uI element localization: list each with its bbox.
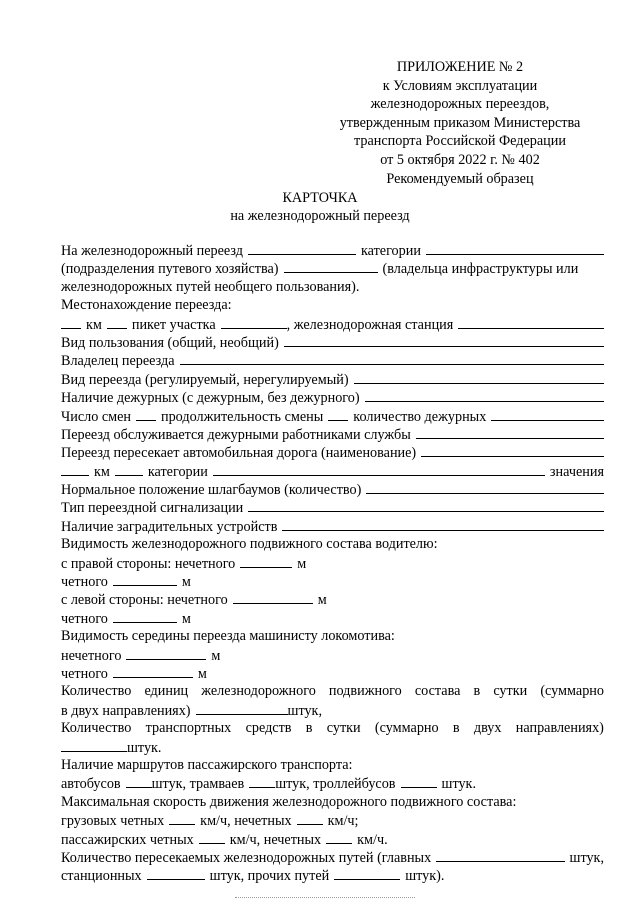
form-line [61,756,604,774]
form-label: м [317,592,327,609]
left-even-blank[interactable] [113,609,177,623]
form-label: четного [61,665,108,682]
form-line [61,738,604,756]
station-tracks-blank[interactable] [147,866,205,880]
form-label: в двух направлениях) [61,702,191,719]
scan-artifact-line [235,897,415,900]
form-label: пикет участка [131,316,216,333]
document-subtitle: на железнодорожный переезд [230,208,410,224]
form-line [61,425,604,443]
service-blank[interactable] [416,425,604,439]
form-line [61,388,604,406]
form-word: средств [245,720,292,737]
category-blank[interactable] [426,241,604,255]
km-blank[interactable] [61,315,81,329]
barriers-blank[interactable] [366,480,604,494]
form-label: четного [61,574,108,591]
form-word: двух [473,720,502,737]
form-line [61,627,604,645]
form-line [61,517,604,535]
form-line [61,719,604,737]
form-label: км/ч, нечетных [200,813,292,830]
form-label: Вид пользования (общий, необщий) [61,334,279,351]
form-label: пассажирских четных [61,831,194,848]
appendix-order-date: от 5 октября 2022 г. № 402 [380,151,540,168]
driver-odd-blank[interactable] [126,646,206,660]
form-word: сутки [493,683,528,700]
appendix-line-3: железнодорожных переездов, [370,96,550,113]
road-name-blank[interactable] [421,443,604,457]
owner-blank[interactable] [180,351,605,365]
appendix-number: ПРИЛОЖЕНИЕ № 2 [396,59,524,75]
station-blank[interactable] [458,315,604,329]
form-label: грузовых четных [61,813,165,830]
road-km-blank[interactable] [61,462,89,476]
form-line [61,646,604,664]
form-label: Переезд обслуживается дежурными работниками службы [61,426,411,443]
form-label: штук. [127,739,162,756]
form-label: с правой стороны: нечетного [61,555,236,572]
form-label: Местонахождение переезда: [61,297,232,314]
form-label: Наличие заградительных устройств [61,518,278,535]
form-label: (владельца инфраструктуры или [382,261,579,278]
form-line [61,701,604,719]
signalling-blank[interactable] [248,498,604,512]
form-line [61,535,604,553]
left-odd-blank[interactable] [233,590,313,604]
driver-even-blank[interactable] [113,664,193,678]
form-word: (суммарно [540,683,604,700]
form-label: м [181,574,191,591]
vehicles-count-blank[interactable] [61,738,127,752]
form-line [61,811,604,829]
form-label: штук. [441,776,476,793]
form-line [61,296,604,314]
form-line [61,333,604,351]
passenger-even-speed-blank[interactable] [199,830,225,844]
form-label: с левой стороны: нечетного [61,592,228,609]
shifts-blank[interactable] [136,407,156,421]
trolleybus-count-blank[interactable] [401,774,437,788]
form-label: Число смен [61,408,131,425]
form-label: (подразделения путевого хозяйства) [61,261,279,278]
track-division-blank[interactable] [284,259,378,273]
form-label: км/ч; [327,813,359,830]
form-label: м [211,647,221,664]
form-line [61,241,604,259]
other-tracks-blank[interactable] [334,866,400,880]
bus-count-blank[interactable] [126,774,152,788]
form-line [61,774,604,792]
form-line [61,259,604,277]
appendix-line-2: к Условиям эксплуатации [382,77,538,94]
form-line [61,315,604,333]
form-label: м [197,665,207,682]
right-odd-blank[interactable] [240,554,292,568]
form-label: Видимость железнодорожного подвижного состава водителю: [61,536,438,553]
form-line [61,682,604,700]
form-line [61,590,604,608]
usage-type-blank[interactable] [284,333,604,347]
form-label: автобусов [61,776,121,793]
form-line [61,498,604,516]
form-line [61,572,604,590]
form-label: Максимальная скорость движения железнодорожного подвижного состава: [61,793,517,810]
form-label: км [86,316,102,333]
form-label: км/ч, нечетных [229,831,322,848]
form-label: штук, [569,849,604,866]
form-line [61,848,604,866]
picket-blank[interactable] [107,315,127,329]
form-line [61,407,604,425]
form-line [61,443,604,461]
form-label: Наличие дежурных (с дежурным, без дежурного) [61,390,360,407]
form-word: единиц [144,683,189,700]
attendants-blank[interactable] [365,388,604,402]
form-label: станционных [61,868,142,885]
shift-length-blank[interactable] [328,407,348,421]
form-word: сутки [326,720,361,737]
form-body [61,241,604,885]
freight-odd-speed-blank[interactable] [297,811,323,825]
form-label: железнодорожных путей необщего пользования). [61,278,360,295]
form-label: штук). [405,868,445,885]
form-label: продолжительность смены [161,408,324,425]
form-word: транспортных [145,720,232,737]
form-word: направлениях) [515,720,604,737]
form-label: штук, прочих путей [209,868,330,885]
form-word: Количество [61,720,132,737]
form-label: категории [147,463,208,480]
form-line [61,664,604,682]
form-label: Переезд пересекает автомобильная дорога (наименование) [61,445,417,462]
passenger-odd-speed-blank[interactable] [326,830,352,844]
appendix-line-5: транспорта Российской Федерации [354,133,566,150]
form-label: Владелец переезда [61,353,175,370]
form-label: количество дежурных [353,408,487,425]
form-line [61,351,604,369]
form-line [61,609,604,627]
right-even-blank[interactable] [113,572,177,586]
form-line [61,793,604,811]
attendants-count-blank[interactable] [491,407,604,421]
form-label: нечетного [61,647,122,664]
form-word: состава [414,683,461,700]
document-title: КАРТОЧКА [282,190,358,206]
form-line [61,370,604,388]
form-label: штук, [287,702,322,719]
form-line [61,554,604,572]
crossing-type-blank[interactable] [354,370,604,384]
form-label: Видимость середины переезда машинисту локомотива: [61,628,395,645]
form-word: в [473,683,481,700]
form-label: значения [549,463,604,480]
form-label: штук, троллейбусов [275,776,396,793]
road-km2-blank[interactable] [115,462,143,476]
appendix-line-4: утвержденным приказом Министерства [339,114,581,131]
freight-even-speed-blank[interactable] [169,811,195,825]
form-label: На железнодорожный переезд [61,243,243,259]
section-blank[interactable] [221,315,287,329]
barrier-devices-blank[interactable] [282,517,604,531]
crossing-name-blank[interactable] [248,241,356,255]
form-line [61,866,604,884]
form-label: км/ч. [357,831,388,848]
form-line [61,462,604,480]
form-word: в [305,720,313,737]
form-line [61,278,604,296]
tram-count-blank[interactable] [249,774,275,788]
form-label: категории [360,243,421,259]
form-label: Нормальное положение шлагбаумов (количество) [61,482,362,499]
form-label: м [181,610,191,627]
appendix-sample-note: Рекомендуемый образец [386,170,534,187]
form-line [61,480,604,498]
form-word: (суммарно [374,720,439,737]
rolling-stock-count-blank[interactable] [196,701,288,715]
road-category-blank[interactable] [213,462,545,476]
form-word: Количество [61,683,132,700]
form-label: Тип переездной сигнализации [61,500,244,517]
form-word: в [452,720,460,737]
main-tracks-blank[interactable] [436,848,564,862]
form-label: , железнодорожная станция [286,316,454,333]
form-label: м [297,555,307,572]
form-label: Количество пересекаемых железнодорожных путей (главных [61,849,432,866]
form-line [61,830,604,848]
form-word: подвижного [328,683,402,700]
form-label: Наличие маршрутов пассажирского транспорта: [61,756,353,773]
form-label: штук, трамваев [151,776,245,793]
form-label: четного [61,610,108,627]
form-word: железнодорожного [201,683,316,700]
appendix-header [300,58,620,188]
form-label: км [94,463,110,480]
form-label: Вид переезда (регулируемый, нерегулируемый) [61,371,349,388]
